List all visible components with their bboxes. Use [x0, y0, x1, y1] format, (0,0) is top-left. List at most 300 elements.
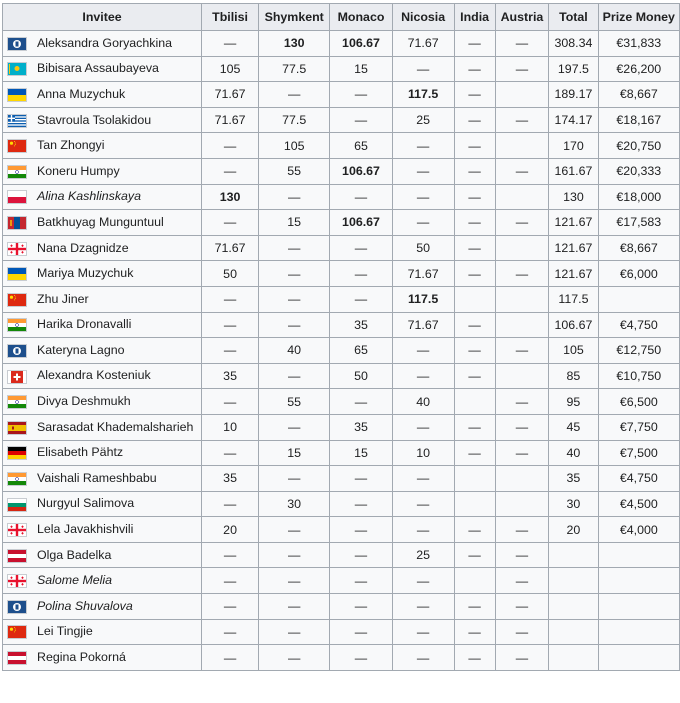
col-header-india[interactable]: India [454, 4, 495, 31]
table-row [3, 389, 680, 415]
invitee-name[interactable]: Batkhuyag Munguntuul [37, 214, 164, 229]
shymkent-cell: — [259, 542, 330, 568]
invitee-name[interactable]: Divya Deshmukh [37, 394, 131, 409]
invitee-cell [3, 440, 202, 466]
austria-flag-icon [7, 548, 32, 563]
invitee-name[interactable]: Stavroula Tsolakidou [37, 112, 152, 127]
invitee-name[interactable]: Tan Zhongyi [37, 138, 105, 153]
nicosia-cell: — [392, 645, 454, 671]
table-row [3, 619, 680, 645]
table-row [3, 184, 680, 210]
invitee-cell [3, 517, 202, 543]
india-cell: — [454, 312, 495, 338]
invitee-cell [3, 184, 202, 210]
monaco-cell: — [330, 568, 392, 594]
invitee-name[interactable]: Koneru Humpy [37, 163, 120, 178]
prize-money-cell: €4,750 [598, 466, 679, 492]
prize-money-cell: €4,000 [598, 517, 679, 543]
total-cell [549, 645, 598, 671]
total-cell: 121.67 [549, 261, 598, 287]
tbilisi-cell: — [202, 619, 259, 645]
austria-cell [495, 466, 549, 492]
india-cell: — [454, 594, 495, 620]
invitee-cell [3, 235, 202, 261]
standings-table [2, 3, 680, 671]
monaco-cell: 15 [330, 440, 392, 466]
prize-money-cell [598, 542, 679, 568]
table-row [3, 133, 680, 159]
ukraine-flag-icon [7, 87, 32, 102]
kazakhstan-flag-icon [7, 62, 32, 77]
invitee-name[interactable]: Vaishali Rameshbabu [37, 470, 157, 485]
table-row [3, 210, 680, 236]
invitee-cell [3, 210, 202, 236]
india-cell [454, 568, 495, 594]
tbilisi-cell: 10 [202, 414, 259, 440]
total-cell: 105 [549, 338, 598, 364]
invitee-cell [3, 286, 202, 312]
monaco-cell: 106.67 [330, 31, 392, 57]
austria-cell: — [495, 158, 549, 184]
col-header-nicosia[interactable]: Nicosia [392, 4, 454, 31]
tbilisi-cell: — [202, 568, 259, 594]
prize-money-cell [598, 286, 679, 312]
total-cell: 85 [549, 363, 598, 389]
invitee-name[interactable]: Alina Kashlinskaya [37, 189, 142, 204]
india-flag-icon [7, 394, 32, 409]
invitee-cell [3, 31, 202, 57]
tbilisi-cell: 130 [202, 184, 259, 210]
monaco-cell: — [330, 542, 392, 568]
monaco-cell: — [330, 107, 392, 133]
tbilisi-cell: — [202, 338, 259, 364]
bulgaria-flag-icon [7, 497, 32, 512]
prize-money-cell [598, 594, 679, 620]
nicosia-cell: — [392, 466, 454, 492]
table-row [3, 542, 680, 568]
invitee-name[interactable]: Kateryna Lagno [37, 342, 125, 357]
nicosia-cell: — [392, 56, 454, 82]
tbilisi-cell: — [202, 312, 259, 338]
india-cell: — [454, 338, 495, 364]
nicosia-cell: — [392, 184, 454, 210]
nicosia-cell: 50 [392, 235, 454, 261]
india-cell: — [454, 440, 495, 466]
shymkent-cell: 30 [259, 491, 330, 517]
table-row [3, 645, 680, 671]
nicosia-cell: — [392, 491, 454, 517]
prize-money-cell: €7,750 [598, 414, 679, 440]
austria-cell [495, 133, 549, 159]
austria-cell: — [495, 389, 549, 415]
invitee-cell [3, 82, 202, 108]
india-cell [454, 286, 495, 312]
austria-cell [495, 184, 549, 210]
india-cell: — [454, 363, 495, 389]
col-header-shymkent[interactable]: Shymkent [259, 4, 330, 31]
invitee-name[interactable]: Aleksandra Goryachkina [37, 35, 172, 50]
monaco-cell: — [330, 184, 392, 210]
tbilisi-cell: — [202, 286, 259, 312]
invitee-cell [3, 338, 202, 364]
india-flag-icon [7, 318, 32, 333]
col-header-tbilisi[interactable]: Tbilisi [202, 4, 259, 31]
prize-money-cell: €4,750 [598, 312, 679, 338]
monaco-cell: 35 [330, 414, 392, 440]
austria-cell [495, 82, 549, 108]
shymkent-cell: — [259, 261, 330, 287]
prize-money-cell: €6,500 [598, 389, 679, 415]
invitee-name[interactable]: Sarasadat Khademalsharieh [37, 419, 194, 434]
tbilisi-cell: 71.67 [202, 235, 259, 261]
invitee-cell [3, 568, 202, 594]
table-row [3, 56, 680, 82]
tbilisi-cell: — [202, 542, 259, 568]
india-cell: — [454, 133, 495, 159]
invitee-name[interactable]: Lei Tingjie [37, 624, 93, 639]
nicosia-cell: — [392, 338, 454, 364]
shymkent-cell: — [259, 414, 330, 440]
tbilisi-cell: — [202, 491, 259, 517]
table-row [3, 286, 680, 312]
prize-money-cell: €12,750 [598, 338, 679, 364]
shymkent-cell: 55 [259, 158, 330, 184]
tbilisi-cell: — [202, 440, 259, 466]
prize-money-cell: €4,500 [598, 491, 679, 517]
nicosia-cell: — [392, 619, 454, 645]
austria-cell: — [495, 56, 549, 82]
total-cell: 106.67 [549, 312, 598, 338]
austria-cell: — [495, 645, 549, 671]
invitee-name[interactable]: Polina Shuvalova [37, 598, 133, 613]
monaco-cell: — [330, 235, 392, 261]
austria-cell: — [495, 594, 549, 620]
total-cell: 95 [549, 389, 598, 415]
total-cell: 308.34 [549, 31, 598, 57]
table-row [3, 414, 680, 440]
nicosia-cell: — [392, 363, 454, 389]
total-cell: 121.67 [549, 235, 598, 261]
invitee-name[interactable]: Nurgyul Salimova [37, 496, 135, 511]
fide-flag-icon [7, 36, 32, 51]
tbilisi-cell: 71.67 [202, 107, 259, 133]
shymkent-cell: 15 [259, 440, 330, 466]
switzerland-flag-icon [7, 369, 32, 384]
total-cell [549, 568, 598, 594]
prize-money-cell: €18,167 [598, 107, 679, 133]
austria-cell: — [495, 619, 549, 645]
nicosia-cell: 71.67 [392, 312, 454, 338]
india-cell: — [454, 107, 495, 133]
prize-money-cell: €6,000 [598, 261, 679, 287]
nicosia-cell: — [392, 517, 454, 543]
nicosia-cell: 25 [392, 107, 454, 133]
monaco-cell: — [330, 619, 392, 645]
monaco-cell: — [330, 491, 392, 517]
prize-money-cell: €8,667 [598, 235, 679, 261]
india-cell [454, 466, 495, 492]
india-cell: — [454, 184, 495, 210]
prize-money-cell: €26,200 [598, 56, 679, 82]
monaco-cell: — [330, 82, 392, 108]
shymkent-cell: 77.5 [259, 107, 330, 133]
germany-flag-icon [7, 446, 32, 461]
india-cell: — [454, 235, 495, 261]
invitee-cell [3, 107, 202, 133]
prize-money-cell: €17,583 [598, 210, 679, 236]
total-cell: 170 [549, 133, 598, 159]
nicosia-cell: 71.67 [392, 261, 454, 287]
georgia-flag-icon [7, 241, 32, 256]
table-row [3, 594, 680, 620]
invitee-cell [3, 619, 202, 645]
invitee-name[interactable]: Nana Dzagnidze [37, 240, 129, 255]
invitee-cell [3, 542, 202, 568]
monaco-cell: — [330, 517, 392, 543]
invitee-name[interactable]: Zhu Jiner [37, 291, 89, 306]
nicosia-cell: 40 [392, 389, 454, 415]
austria-cell: — [495, 261, 549, 287]
china-flag-icon [7, 138, 32, 153]
invitee-name[interactable]: Regina Pokorná [37, 650, 126, 664]
table-row [3, 312, 680, 338]
tbilisi-cell: 20 [202, 517, 259, 543]
table-row [3, 31, 680, 57]
total-cell [549, 619, 598, 645]
invitee-cell [3, 158, 202, 184]
india-flag-icon [7, 471, 32, 486]
total-cell: 45 [549, 414, 598, 440]
total-cell: 174.17 [549, 107, 598, 133]
monaco-cell: 15 [330, 56, 392, 82]
prize-money-cell: €18,000 [598, 184, 679, 210]
nicosia-cell: — [392, 414, 454, 440]
india-cell [454, 389, 495, 415]
invitee-name[interactable]: Lela Javakhishvili [37, 522, 134, 537]
table-row [3, 261, 680, 287]
austria-cell: — [495, 31, 549, 57]
shymkent-cell: — [259, 594, 330, 620]
monaco-cell: 106.67 [330, 158, 392, 184]
ukraine-flag-icon [7, 266, 32, 281]
monaco-cell: — [330, 389, 392, 415]
invitee-cell [3, 133, 202, 159]
col-header-invitee[interactable]: Invitee [3, 4, 202, 31]
col-header-austria[interactable]: Austria [495, 4, 549, 31]
monaco-cell: 35 [330, 312, 392, 338]
shymkent-cell: 105 [259, 133, 330, 159]
india-cell [454, 491, 495, 517]
invitee-cell [3, 466, 202, 492]
total-cell: 121.67 [549, 210, 598, 236]
china-flag-icon [7, 292, 32, 307]
austria-cell [495, 363, 549, 389]
monaco-cell: — [330, 594, 392, 620]
austria-cell: — [495, 107, 549, 133]
shymkent-cell: — [259, 568, 330, 594]
invitee-cell [3, 389, 202, 415]
total-cell: 130 [549, 184, 598, 210]
tbilisi-cell: 35 [202, 363, 259, 389]
total-cell: 161.67 [549, 158, 598, 184]
austria-cell [495, 491, 549, 517]
monaco-cell: — [330, 261, 392, 287]
prize-money-cell [598, 645, 679, 671]
shymkent-cell: — [259, 645, 330, 671]
invitee-cell [3, 491, 202, 517]
shymkent-cell: — [259, 184, 330, 210]
total-cell [549, 542, 598, 568]
table-row [3, 82, 680, 108]
tbilisi-cell: 71.67 [202, 82, 259, 108]
nicosia-cell: — [392, 158, 454, 184]
invitee-cell [3, 56, 202, 82]
india-cell: — [454, 261, 495, 287]
austria-cell: — [495, 414, 549, 440]
shymkent-cell: 15 [259, 210, 330, 236]
georgia-flag-icon [7, 522, 32, 537]
nicosia-cell: 25 [392, 542, 454, 568]
india-cell: — [454, 645, 495, 671]
col-header-total[interactable]: Total [549, 4, 598, 31]
invitee-name[interactable]: Harika Dronavalli [37, 317, 132, 332]
austria-cell [495, 312, 549, 338]
prize-money-cell: €31,833 [598, 31, 679, 57]
prize-money-cell [598, 568, 679, 594]
tbilisi-cell: — [202, 31, 259, 57]
china-flag-icon [7, 625, 32, 640]
shymkent-cell: 77.5 [259, 56, 330, 82]
nicosia-cell: — [392, 594, 454, 620]
austria-cell [495, 235, 549, 261]
poland-flag-icon [7, 190, 32, 205]
prize-money-cell: €7,500 [598, 440, 679, 466]
shymkent-cell: — [259, 235, 330, 261]
mongolia-flag-icon [7, 215, 32, 230]
shymkent-cell: 55 [259, 389, 330, 415]
invitee-cell [3, 312, 202, 338]
shymkent-cell: — [259, 363, 330, 389]
shymkent-cell: 40 [259, 338, 330, 364]
invitee-name[interactable]: Alexandra Kosteniuk [37, 368, 151, 383]
austria-cell: — [495, 517, 549, 543]
austria-cell: — [495, 542, 549, 568]
col-header-monaco[interactable]: Monaco [330, 4, 392, 31]
india-flag-icon [7, 164, 32, 179]
table-row [3, 363, 680, 389]
nicosia-cell: — [392, 133, 454, 159]
austria-cell: — [495, 338, 549, 364]
invitee-cell [3, 363, 202, 389]
col-header-prize-money[interactable]: Prize Money [598, 4, 679, 31]
total-cell: 20 [549, 517, 598, 543]
invitee-name[interactable]: Anna Muzychuk [37, 86, 126, 101]
table-row [3, 491, 680, 517]
invitee-name[interactable]: Mariya Muzychuk [37, 266, 134, 281]
tbilisi-cell: — [202, 594, 259, 620]
table-row [3, 107, 680, 133]
india-cell: — [454, 31, 495, 57]
prize-money-cell [598, 619, 679, 645]
tbilisi-cell: 50 [202, 261, 259, 287]
prize-money-cell: €20,333 [598, 158, 679, 184]
table-row [3, 158, 680, 184]
greece-flag-icon [7, 113, 32, 128]
nicosia-cell: — [392, 568, 454, 594]
india-cell: — [454, 82, 495, 108]
india-cell: — [454, 210, 495, 236]
nicosia-cell: 10 [392, 440, 454, 466]
austria-cell [495, 286, 549, 312]
nicosia-cell: 71.67 [392, 31, 454, 57]
tbilisi-cell: — [202, 389, 259, 415]
total-cell: 30 [549, 491, 598, 517]
monaco-cell: 65 [330, 338, 392, 364]
monaco-cell: 65 [330, 133, 392, 159]
total-cell: 117.5 [549, 286, 598, 312]
table-row [3, 466, 680, 492]
georgia-flag-icon [7, 574, 32, 589]
tbilisi-cell: 105 [202, 56, 259, 82]
shymkent-cell: — [259, 312, 330, 338]
invitee-name[interactable]: Elisabeth Pähtz [37, 445, 124, 460]
shymkent-cell: — [259, 517, 330, 543]
fide-flag-icon [7, 343, 32, 358]
total-cell: 189.17 [549, 82, 598, 108]
invitee-name[interactable]: Bibisara Assaubayeva [37, 61, 159, 76]
austria-cell: — [495, 440, 549, 466]
invitee-cell [3, 645, 202, 671]
prize-money-cell: €8,667 [598, 82, 679, 108]
shymkent-cell: — [259, 82, 330, 108]
invitee-cell [3, 594, 202, 620]
invitee-cell [3, 261, 202, 287]
total-cell: 35 [549, 466, 598, 492]
monaco-cell: — [330, 645, 392, 671]
shymkent-cell: — [259, 619, 330, 645]
india-cell: — [454, 414, 495, 440]
shymkent-cell: — [259, 286, 330, 312]
tbilisi-cell: — [202, 210, 259, 236]
tbilisi-cell: — [202, 645, 259, 671]
nicosia-cell: 117.5 [392, 286, 454, 312]
total-cell [549, 594, 598, 620]
table-row [3, 338, 680, 364]
india-cell: — [454, 56, 495, 82]
india-cell: — [454, 158, 495, 184]
prize-money-cell: €10,750 [598, 363, 679, 389]
total-cell: 197.5 [549, 56, 598, 82]
invitee-name[interactable]: Salome Melia [37, 573, 113, 588]
nicosia-cell: — [392, 210, 454, 236]
tbilisi-cell: — [202, 158, 259, 184]
austria-flag-icon [7, 650, 32, 665]
india-cell: — [454, 517, 495, 543]
monaco-cell: — [330, 286, 392, 312]
shymkent-cell: 130 [259, 31, 330, 57]
table-row [3, 568, 680, 594]
table-row [3, 517, 680, 543]
austria-cell: — [495, 568, 549, 594]
total-cell: 40 [549, 440, 598, 466]
invitee-cell [3, 414, 202, 440]
tbilisi-cell: 35 [202, 466, 259, 492]
invitee-name[interactable]: Olga Badelka [37, 547, 112, 562]
shymkent-cell: — [259, 466, 330, 492]
nicosia-cell: 117.5 [392, 82, 454, 108]
table-row [3, 440, 680, 466]
fide-flag-icon [7, 599, 32, 614]
